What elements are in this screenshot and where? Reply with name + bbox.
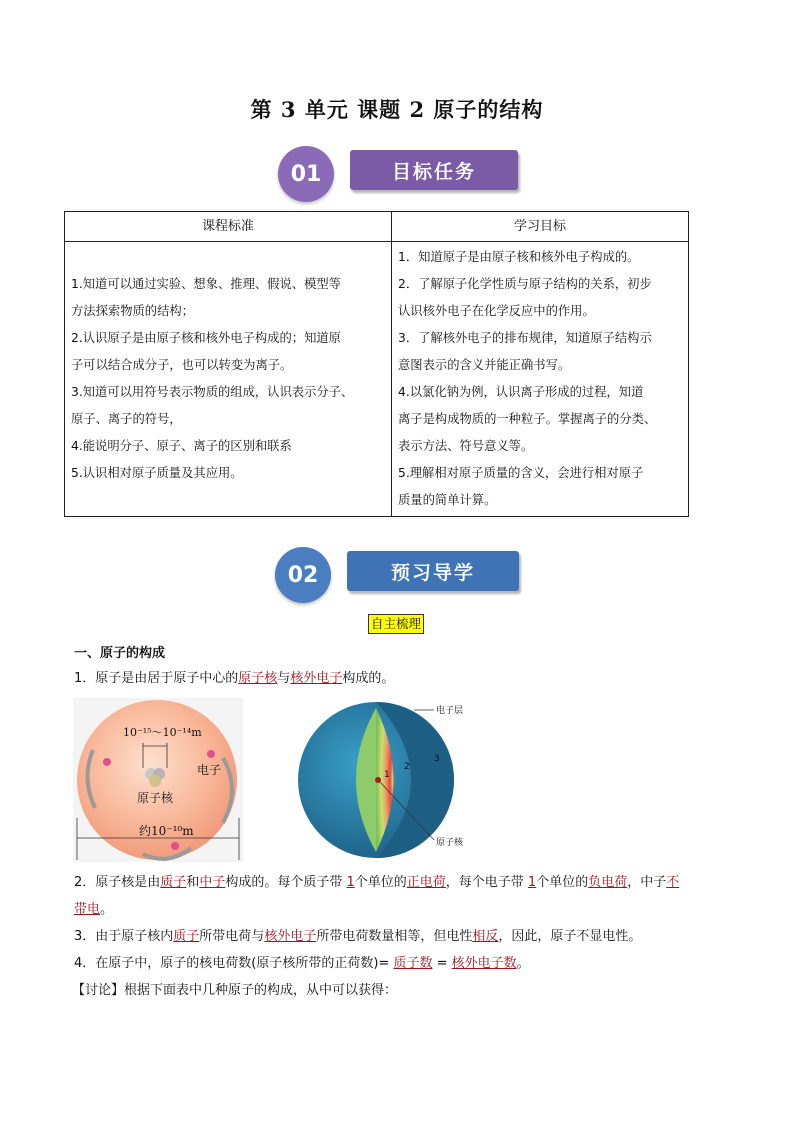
section-badge-02 <box>275 547 525 607</box>
table-header-goal: 学习目标 <box>392 212 689 242</box>
answer: 相反 <box>472 929 499 944</box>
goals-table <box>64 211 689 517</box>
paragraph-4 <box>74 950 734 977</box>
standard-line: 2.认识原子是由原子核和核外电子构成的；知道原 <box>71 331 341 345</box>
shell-2-label: 2 <box>404 762 410 772</box>
standard-line: 方法探索物质的结构； <box>71 304 194 318</box>
section-number-01: 01 <box>278 146 334 202</box>
answer: 质子 <box>173 929 200 944</box>
self-study-tag: 自主梳理 <box>368 614 424 634</box>
shell-3-label: 3 <box>434 754 440 764</box>
goal-line: 认识核外电子在化学反应中的作用。 <box>398 304 595 318</box>
standard-line: 3.知道可以用符号表示物质的组成，认识表示分子、 <box>71 385 354 399</box>
electron-shell-figure <box>296 698 476 862</box>
answer: 质子 <box>160 875 187 890</box>
section-label-01: 目标任务 <box>350 150 518 190</box>
shell-label: 电子层 <box>436 706 464 716</box>
electron-label: 电子 <box>197 763 222 777</box>
text: 个单位的 <box>536 875 589 890</box>
text: 和 <box>186 875 200 890</box>
text: 4．在原子中，原子的核电荷数(原子核所带的正荷数)= <box>74 956 394 971</box>
answer: 核外电子数 <box>451 956 517 971</box>
answer: 不 <box>666 875 680 890</box>
page-title: 第 3 单元 课题 2 原子的结构 <box>250 97 544 122</box>
nucleus-label: 原子核 <box>137 791 174 805</box>
answer: 正电荷 <box>406 875 446 890</box>
atom-size-label: 约10⁻¹⁰m <box>139 824 194 838</box>
goal-line: 4.以氯化钠为例，认识离子形成的过程，知道 <box>398 385 644 399</box>
answer: 中子 <box>199 875 226 890</box>
text: 2．原子核是由 <box>74 875 161 890</box>
standard-line: 1.知道可以通过实验、想象、推理、假说、模型等 <box>71 277 341 291</box>
goal-line: 1．知道原子是由原子核和核外电子构成的。 <box>398 250 640 264</box>
answer: 负电荷 <box>588 875 628 890</box>
goal-line: 2．了解原子化学性质与原子结构的关系，初步 <box>398 277 652 291</box>
goal-line: 意图表示的含义并能正确书写。 <box>398 358 571 372</box>
text: ，中子 <box>627 875 667 890</box>
text: 构成的。每个质子带 <box>225 875 347 890</box>
text: 。 <box>100 902 114 917</box>
text: 1．原子是由居于原子中心的 <box>74 671 239 686</box>
answer: 质子数 <box>393 956 433 971</box>
atom-model-figure <box>73 698 243 862</box>
standard-line: 4.能说明分子、原子、离子的区别和联系 <box>71 439 292 453</box>
goal-line: 表示方法、符号意义等。 <box>398 439 534 453</box>
section-badge-01 <box>278 146 523 206</box>
section-label-02: 预习导学 <box>347 551 519 591</box>
answer: 原子核 <box>238 671 278 686</box>
text: ，因此，原子不显电性。 <box>498 929 642 944</box>
nucleus-size-label: 10⁻¹⁵～10⁻¹⁴m <box>123 726 202 739</box>
goal-line: 离子是构成物质的一种粒子。掌握离子的分类、 <box>398 412 657 426</box>
table-cell-standard <box>65 242 392 517</box>
paragraph-3 <box>74 923 734 950</box>
discussion-paragraph: 【讨论】根据下面表中几种原子的构成，从中可以获得： <box>72 983 398 998</box>
shell-1-label: 1 <box>384 770 390 780</box>
answer: 核外电子 <box>290 671 343 686</box>
text: 个单位的 <box>354 875 407 890</box>
answer: 带电 <box>74 902 101 917</box>
text: ，每个电子带 <box>445 875 528 890</box>
answer: 1 <box>527 875 537 890</box>
paragraph-1 <box>74 665 734 692</box>
section-number-02: 02 <box>275 547 331 603</box>
answer: 1 <box>346 875 355 890</box>
text: 所带电荷与 <box>199 929 265 944</box>
answer: 核外电子 <box>264 929 317 944</box>
nucleus-pointer-label: 原子核 <box>436 838 464 848</box>
section-heading: 一、原子的构成 <box>74 646 166 661</box>
text: 3．由于原子核内 <box>74 929 174 944</box>
standard-line: 子可以结合成分子，也可以转变为离子。 <box>71 358 293 372</box>
table-header-standard: 课程标准 <box>65 212 392 242</box>
goal-line: 3．了解核外电子的排布规律，知道原子结构示 <box>398 331 652 345</box>
standard-line: 5.认识相对原子质量及其应用。 <box>71 466 243 480</box>
table-cell-goal <box>392 242 689 517</box>
paragraph-2 <box>74 869 734 923</box>
text: 与 <box>277 671 291 686</box>
goal-line: 质量的简单计算。 <box>398 493 497 507</box>
standard-line: 原子、离子的符号， <box>71 412 182 426</box>
text: 构成的。 <box>342 671 395 686</box>
text: 所带电荷数量相等，但电性 <box>316 929 473 944</box>
text: = <box>432 956 452 971</box>
text: 。 <box>516 956 530 971</box>
goal-line: 5.理解相对原子质量的含义，会进行相对原子 <box>398 466 644 480</box>
